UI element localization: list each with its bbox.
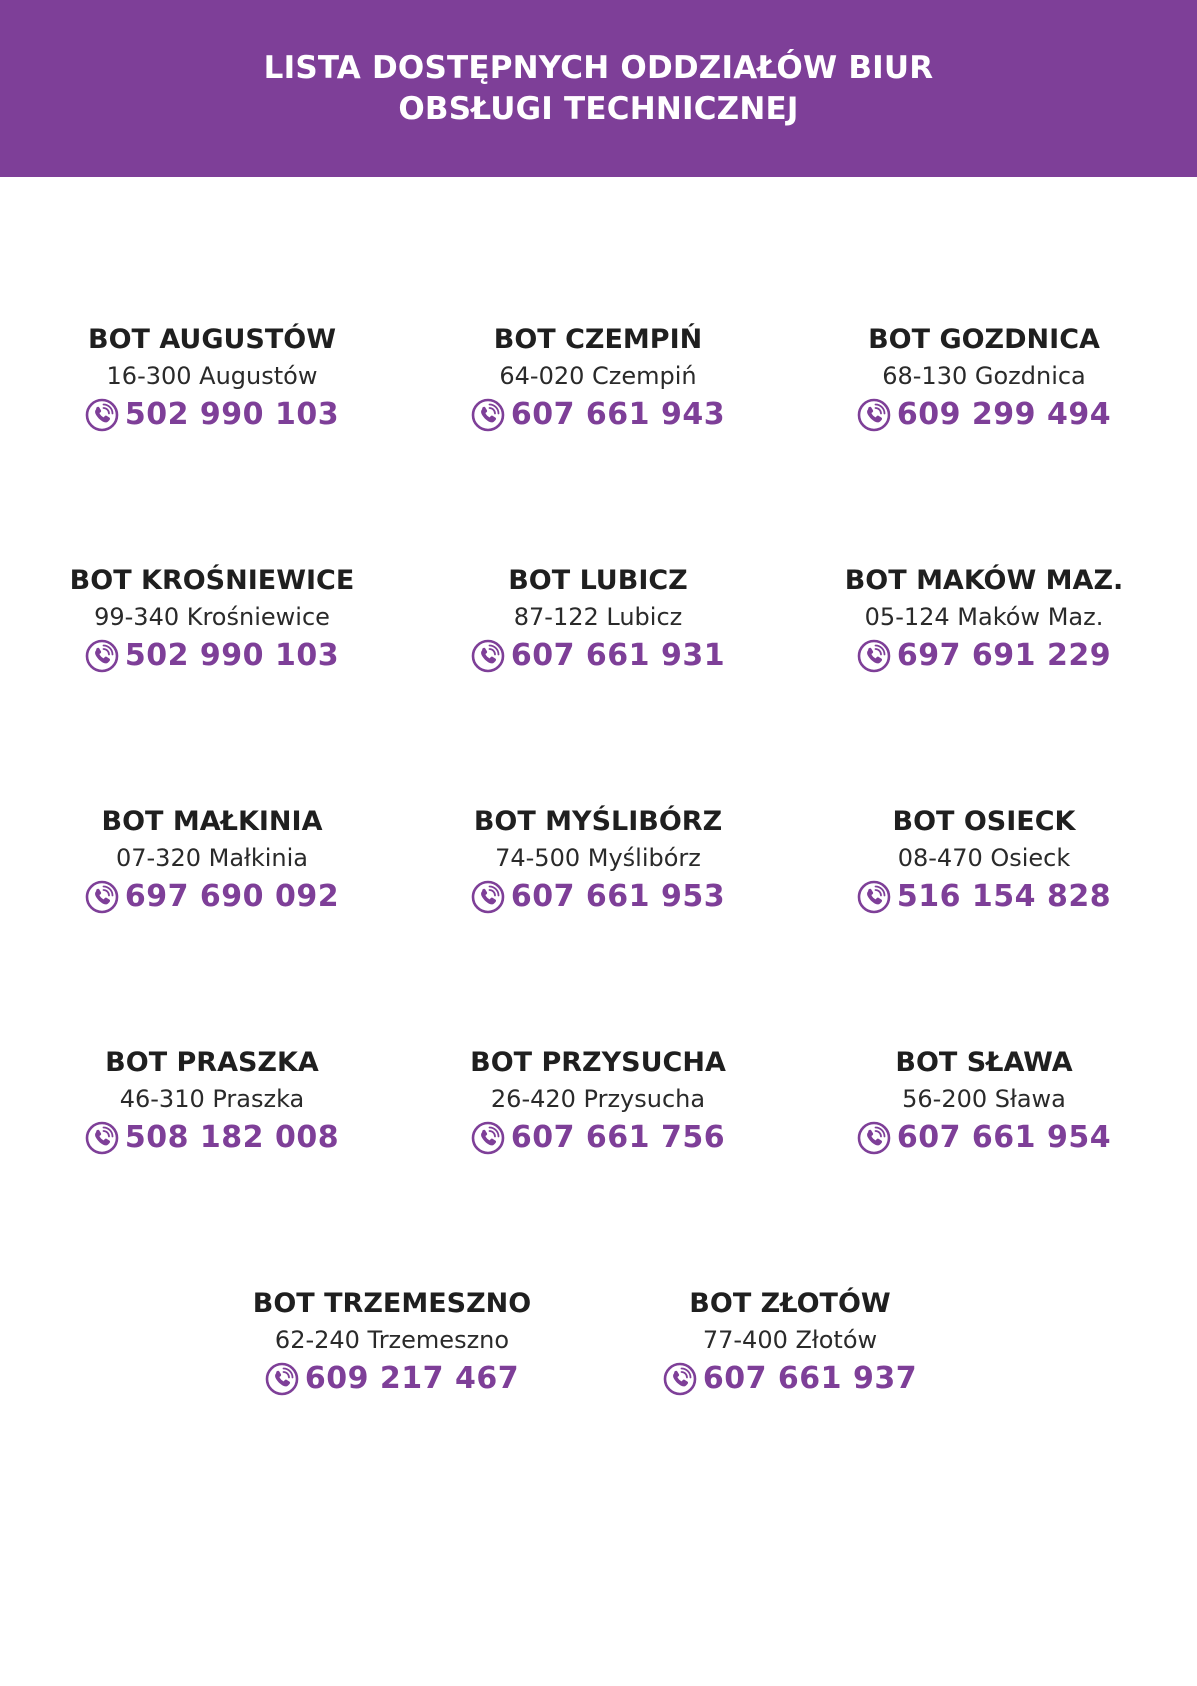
- office-address: 46-310 Praszka: [119, 1085, 305, 1113]
- phone-number[interactable]: 697 691 229: [896, 638, 1112, 673]
- phone-link[interactable]: [85, 637, 339, 675]
- phone-icon: [857, 639, 891, 673]
- phone-number[interactable]: 508 182 008: [124, 1120, 340, 1155]
- office-name: BOT PRASZKA: [105, 1047, 319, 1078]
- phone-link[interactable]: [857, 396, 1111, 434]
- office-address: 68-130 Gozdnica: [882, 362, 1086, 390]
- office-card: [32, 563, 392, 675]
- phone-icon: [265, 1362, 299, 1396]
- phone-link[interactable]: [471, 878, 725, 916]
- office-name: BOT SŁAWA: [895, 1047, 1073, 1078]
- phone-number[interactable]: 607 661 931: [510, 638, 726, 673]
- office-name: BOT KROŚNIEWICE: [69, 565, 355, 596]
- phone-icon: [663, 1362, 697, 1396]
- office-address: 99-340 Krośniewice: [94, 603, 330, 631]
- office-address: 16-300 Augustów: [106, 362, 318, 390]
- phone-link[interactable]: [85, 878, 339, 916]
- phone-number[interactable]: 502 990 103: [124, 638, 340, 673]
- office-card: [804, 1045, 1164, 1157]
- phone-icon: [857, 398, 891, 432]
- page-header: [0, 0, 1197, 177]
- phone-link[interactable]: [857, 878, 1111, 916]
- phone-icon: [85, 1121, 119, 1155]
- office-address: 08-470 Osieck: [897, 844, 1071, 872]
- phone-icon: [857, 880, 891, 914]
- office-card: [418, 1045, 778, 1157]
- phone-number[interactable]: 697 690 092: [124, 879, 340, 914]
- phone-link[interactable]: [471, 637, 725, 675]
- office-address: 07-320 Małkinia: [115, 844, 309, 872]
- phone-number[interactable]: 607 661 953: [510, 879, 726, 914]
- office-card: [32, 322, 392, 434]
- phone-icon: [85, 398, 119, 432]
- phone-link[interactable]: [85, 396, 339, 434]
- office-card: [212, 1286, 572, 1398]
- office-name: BOT GOZDNICA: [868, 324, 1100, 355]
- office-card: [32, 1045, 392, 1157]
- office-name: BOT MAŁKINIA: [101, 806, 323, 837]
- office-name: BOT AUGUSTÓW: [87, 324, 337, 355]
- office-name: BOT OSIECK: [892, 806, 1076, 837]
- page-title-line-1: LISTA DOSTĘPNYCH ODDZIAŁÓW BIUR: [263, 49, 934, 86]
- office-address: 74-500 Myślibórz: [495, 844, 701, 872]
- office-name: BOT PRZYSUCHA: [470, 1047, 726, 1078]
- phone-number[interactable]: 516 154 828: [896, 879, 1112, 914]
- page-title-line-2: OBSŁUGI TECHNICZNEJ: [398, 90, 799, 127]
- phone-link[interactable]: [857, 637, 1111, 675]
- office-name: BOT MYŚLIBÓRZ: [473, 806, 723, 837]
- phone-link[interactable]: [85, 1119, 339, 1157]
- phone-number[interactable]: 607 661 937: [702, 1361, 918, 1396]
- office-address: 62-240 Trzemeszno: [274, 1326, 510, 1354]
- office-address: 56-200 Sława: [902, 1085, 1066, 1113]
- phone-icon: [471, 880, 505, 914]
- office-name: BOT CZEMPIŃ: [493, 324, 703, 355]
- phone-link[interactable]: [663, 1360, 917, 1398]
- office-card: [804, 322, 1164, 434]
- office-name: BOT LUBICZ: [508, 565, 688, 596]
- office-address: 26-420 Przysucha: [490, 1085, 706, 1113]
- phone-link[interactable]: [265, 1360, 519, 1398]
- phone-number[interactable]: 609 217 467: [304, 1361, 520, 1396]
- office-address: 64-020 Czempiń: [499, 362, 697, 390]
- office-card: [804, 563, 1164, 675]
- phone-number[interactable]: 607 661 756: [510, 1120, 726, 1155]
- phone-icon: [85, 880, 119, 914]
- office-card: [610, 1286, 970, 1398]
- phone-number[interactable]: 607 661 943: [510, 397, 726, 432]
- office-card: [804, 804, 1164, 916]
- phone-link[interactable]: [857, 1119, 1111, 1157]
- phone-icon: [471, 639, 505, 673]
- office-card: [418, 563, 778, 675]
- phone-icon: [857, 1121, 891, 1155]
- phone-link[interactable]: [471, 396, 725, 434]
- phone-number[interactable]: 502 990 103: [124, 397, 340, 432]
- phone-number[interactable]: 609 299 494: [896, 397, 1112, 432]
- office-card: [418, 804, 778, 916]
- phone-icon: [471, 398, 505, 432]
- office-name: BOT MAKÓW MAZ.: [844, 565, 1124, 596]
- office-address: 05-124 Maków Maz.: [864, 603, 1104, 631]
- office-name: BOT ZŁOTÓW: [689, 1288, 891, 1319]
- office-card: [32, 804, 392, 916]
- office-address: 77-400 Złotów: [702, 1326, 878, 1354]
- phone-icon: [85, 639, 119, 673]
- phone-link[interactable]: [471, 1119, 725, 1157]
- phone-number[interactable]: 607 661 954: [896, 1120, 1112, 1155]
- office-card: [418, 322, 778, 434]
- office-address: 87-122 Lubicz: [513, 603, 683, 631]
- phone-icon: [471, 1121, 505, 1155]
- office-name: BOT TRZEMESZNO: [252, 1288, 532, 1319]
